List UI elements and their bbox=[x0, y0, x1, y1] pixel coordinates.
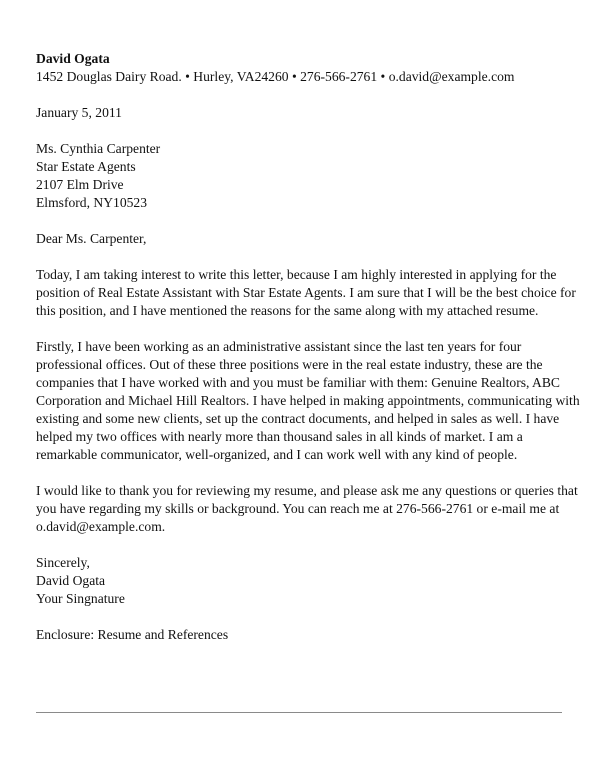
paragraph-line: Firstly, I have been working as an administrative assistant since the last ten years for four bbox=[36, 339, 522, 354]
paragraph-line: existing and some new clients, set up the contract documents, and helped in sales as well. I have bbox=[36, 411, 560, 426]
recipient-street: 2107 Elm Drive bbox=[36, 177, 124, 192]
recipient-city: Elmsford, NY10523 bbox=[36, 195, 148, 210]
paragraph-line: o.david@example.com. bbox=[36, 519, 166, 534]
letter-date: January 5, 2011 bbox=[36, 105, 122, 120]
paragraph-line: Corporation and Michael Hill Realtors. I have helped in making appointments, communicating with bbox=[36, 393, 580, 408]
recipient-company: Star Estate Agents bbox=[36, 159, 136, 174]
paragraph-line: helped my two offices with nearly more than thousand sales in all kinds of market. I am a bbox=[36, 429, 523, 444]
salutation: Dear Ms. Carpenter, bbox=[36, 231, 147, 246]
paragraph-line: remarkable communicator, well-organized, and I can work well with any kind of people. bbox=[36, 447, 518, 462]
footer-divider bbox=[36, 712, 562, 713]
sender-address: 1452 Douglas Dairy Road. • Hurley, VA24260 • 276-566-2761 • o.david@example.com bbox=[36, 69, 515, 84]
paragraph-line: companies that I have worked with and you must be familiar with them: Genuine Realtors, ABC bbox=[36, 375, 561, 390]
recipient-name: Ms. Cynthia Carpenter bbox=[36, 141, 161, 156]
valediction: Sincerely, bbox=[36, 555, 90, 570]
enclosure-note: Enclosure: Resume and References bbox=[36, 627, 229, 642]
paragraph-line: I would like to thank you for reviewing my resume, and please ask me any questions or queries that bbox=[36, 483, 578, 498]
paragraph-line: Today, I am taking interest to write this letter, because I am highly interested in applying for the bbox=[36, 267, 557, 282]
paragraph-line: position of Real Estate Assistant with Star Estate Agents. I am sure that I will be the best choice for bbox=[36, 285, 576, 300]
closing-name: David Ogata bbox=[36, 573, 106, 588]
recipient-block bbox=[36, 140, 566, 212]
paragraph-experience bbox=[36, 338, 580, 464]
letter-body bbox=[36, 50, 580, 644]
paragraph-thanks bbox=[36, 482, 578, 536]
paragraph-line: you have regarding my skills or background. You can reach me at 276-566-2761 or e-mail me at bbox=[36, 501, 560, 516]
closing-block bbox=[36, 554, 566, 608]
signature-placeholder: Your Singnature bbox=[36, 591, 125, 606]
paragraph-intro bbox=[36, 266, 576, 320]
paragraph-line: this position, and I have mentioned the reasons for the same along with my attached resume. bbox=[36, 303, 539, 318]
sender-name: David Ogata bbox=[36, 51, 110, 66]
paragraph-line: professional offices. Out of these three positions were in the real estate industry, these are the bbox=[36, 357, 543, 372]
